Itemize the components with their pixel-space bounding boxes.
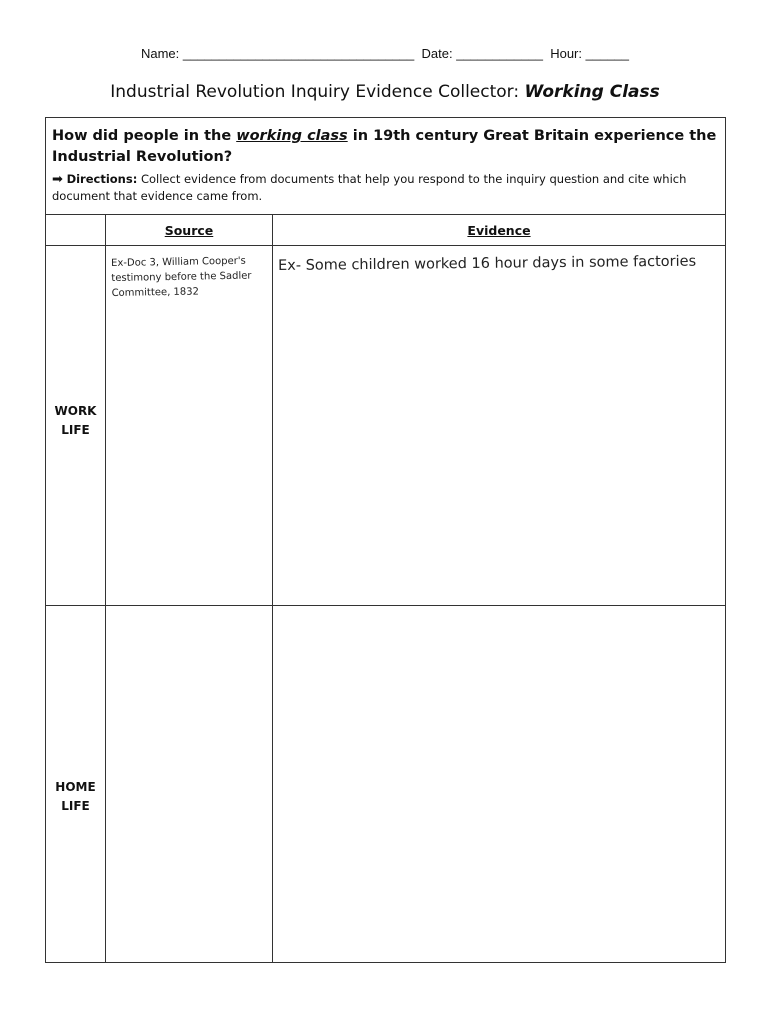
inquiry-question — [52, 126, 719, 168]
label-column-header — [46, 215, 105, 246]
directions — [52, 171, 719, 205]
title-prefix: Industrial Revolution Inquiry Evidence Collector: — [110, 82, 525, 102]
date-blank[interactable]: ____________ — [456, 46, 543, 61]
row-label-work-life — [46, 402, 105, 440]
name-label: Name: — [140, 46, 180, 61]
row-divider — [46, 605, 725, 606]
question-box — [46, 118, 725, 215]
column-divider — [105, 215, 106, 963]
date-label: Date: — [421, 46, 453, 61]
directions-text: Collect evidence from documents that help you respond to the inquiry question and cite which document that evidence came from. — [52, 172, 687, 203]
evidence-table — [45, 117, 726, 963]
question-before: How did people in the — [52, 128, 237, 144]
row-label-home-life — [46, 778, 105, 816]
question-underlined: working class — [236, 128, 348, 144]
evidence-column-header — [273, 215, 725, 246]
question-after: in 19th century Great Britain experience the Industrial Revolution? — [52, 128, 717, 165]
student-info-line — [0, 46, 770, 61]
arrow-right-icon: ➡ — [52, 172, 63, 187]
name-blank[interactable]: ________________________________ — [182, 46, 415, 61]
row-label-line: LIFE — [61, 799, 90, 813]
home-life-source-cell[interactable] — [111, 615, 271, 618]
hour-label: Hour: — [550, 46, 582, 61]
source-column-header — [106, 215, 272, 246]
title-emphasis: Working Class — [524, 82, 660, 102]
work-life-evidence-cell[interactable]: Ex- Some children worked 16 hour days in some factories — [278, 253, 697, 274]
source-header-label: Source — [164, 223, 214, 238]
work-life-source-cell[interactable]: Ex-Doc 3, William Cooper's testimony before the Sadler Committee, 1832 — [111, 255, 252, 299]
row-label-line: WORK — [54, 404, 97, 418]
hour-blank[interactable]: ______ — [585, 46, 630, 61]
worksheet-title — [0, 82, 770, 102]
directions-label: Directions: — [66, 172, 138, 186]
column-divider — [272, 215, 273, 963]
row-label-line: HOME — [55, 780, 96, 794]
home-life-evidence-cell[interactable] — [278, 613, 718, 618]
evidence-header-label: Evidence — [467, 223, 531, 238]
row-label-line: LIFE — [61, 423, 90, 437]
